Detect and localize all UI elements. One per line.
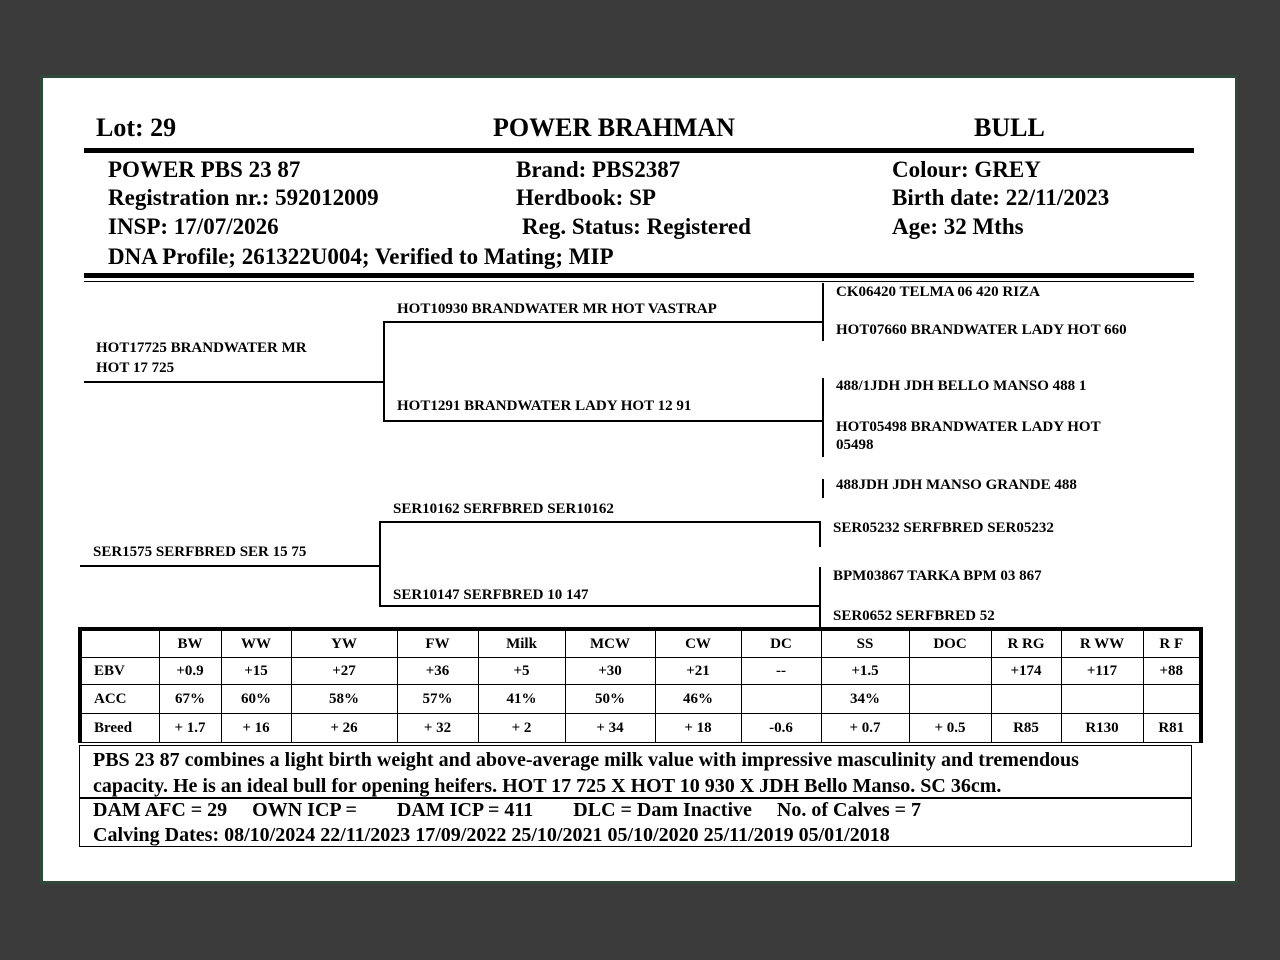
lot-number: Lot: 29 — [96, 113, 177, 142]
pedigree-dam-sire: SER10162 SERFBRED SER10162 — [393, 501, 614, 517]
table-cell: + 0.5 — [909, 714, 991, 743]
dam-info: DAM AFC = 29 OWN ICP = DAM ICP = 411 DLC = Dam Inactive No. of Calves = 7 — [93, 799, 922, 821]
table-cell: R85 — [991, 714, 1061, 743]
comment-line-2: capacity. He is an ideal bull for opening heifers. HOT 17 725 X HOT 10 930 X JDH Bello Manso. SC 36cm. — [93, 775, 1002, 797]
pedigree-dss: 488JDH JDH MANSO GRANDE 488 — [836, 477, 1077, 493]
header-cell: FW — [397, 629, 478, 658]
table-cell — [991, 685, 1061, 714]
header-cell: WW — [221, 629, 291, 658]
table-row — [80, 714, 1201, 743]
table-cell: +88 — [1143, 658, 1201, 685]
calving-dates: Calving Dates: 08/10/2024 22/11/2023 17/09/2022 25/10/2021 05/10/2020 25/11/2019 05/01/2018 — [93, 824, 890, 846]
table-row — [80, 685, 1201, 714]
pedigree-ssd: HOT07660 BRANDWATER LADY HOT 660 — [836, 322, 1127, 338]
pedigree-sire-line2: HOT 17 725 — [96, 360, 175, 376]
registration-number: Registration nr.: 592012009 — [108, 185, 379, 210]
table-cell: 50% — [565, 685, 655, 714]
row-label: ACC — [80, 685, 159, 714]
header-cell: Milk — [478, 629, 565, 658]
table-cell: 41% — [478, 685, 565, 714]
table-cell: + 2 — [478, 714, 565, 743]
table-cell: + 32 — [397, 714, 478, 743]
table-cell: R130 — [1061, 714, 1143, 743]
comments-box — [79, 745, 1192, 847]
header-cell: DC — [741, 629, 821, 658]
pedigree-sire: HOT17725 BRANDWATER MR — [96, 340, 307, 356]
age: Age: 32 Mths — [892, 214, 1024, 239]
table-cell: +117 — [1061, 658, 1143, 685]
header-rule — [84, 148, 1194, 153]
table-cell: +5 — [478, 658, 565, 685]
ebv-header-row — [80, 629, 1201, 658]
header-cell: DOC — [909, 629, 991, 658]
table-cell: 60% — [221, 685, 291, 714]
table-cell — [1061, 685, 1143, 714]
header-cell: YW — [291, 629, 397, 658]
pedigree-sire-sire: HOT10930 BRANDWATER MR HOT VASTRAP — [397, 301, 717, 317]
table-cell: + 0.7 — [821, 714, 909, 743]
table-cell: +21 — [655, 658, 741, 685]
pedigree-sdd-line2: 05498 — [836, 437, 874, 453]
table-cell: +27 — [291, 658, 397, 685]
table-cell: + 16 — [221, 714, 291, 743]
table-cell: 58% — [291, 685, 397, 714]
birth-date: Birth date: 22/11/2023 — [892, 185, 1110, 210]
table-row — [80, 658, 1201, 685]
header-cell: CW — [655, 629, 741, 658]
animal-name: POWER PBS 23 87 — [108, 157, 301, 182]
table-cell: + 18 — [655, 714, 741, 743]
pedigree-sire-dam: HOT1291 BRANDWATER LADY HOT 12 91 — [397, 398, 692, 414]
pedigree-dds: BPM03867 TARKA BPM 03 867 — [833, 568, 1042, 584]
pedigree-sdd: HOT05498 BRANDWATER LADY HOT — [836, 419, 1101, 435]
comment-line-1: PBS 23 87 combines a light birth weight and above-average milk value with impressive masculinity and tremendous — [93, 749, 1079, 771]
header-cell: R WW — [1061, 629, 1143, 658]
table-cell: 57% — [397, 685, 478, 714]
header-cell: R RG — [991, 629, 1061, 658]
table-cell: +0.9 — [159, 658, 221, 685]
header-cell: R F — [1143, 629, 1201, 658]
header-cell — [80, 629, 159, 658]
table-cell: + 34 — [565, 714, 655, 743]
table-cell: +36 — [397, 658, 478, 685]
table-cell: +30 — [565, 658, 655, 685]
pedigree-dsd: SER05232 SERFBRED SER05232 — [833, 520, 1054, 536]
table-cell: +1.5 — [821, 658, 909, 685]
row-label: EBV — [80, 658, 159, 685]
table-cell — [909, 685, 991, 714]
colour: Colour: GREY — [892, 157, 1041, 182]
header-cell: SS — [821, 629, 909, 658]
registration-status: Reg. Status: Registered — [522, 214, 751, 239]
inspection-date: INSP: 17/07/2026 — [108, 214, 279, 239]
table-cell: -0.6 — [741, 714, 821, 743]
header-cell: BW — [159, 629, 221, 658]
herdbook: Herdbook: SP — [516, 185, 656, 210]
table-cell — [741, 685, 821, 714]
dna-profile: DNA Profile; 261322U004; Verified to Mating; MIP — [108, 244, 614, 269]
pedigree-dam: SER1575 SERFBRED SER 15 75 — [93, 544, 307, 560]
table-cell — [1143, 685, 1201, 714]
details-rule — [84, 273, 1194, 278]
table-cell: R81 — [1143, 714, 1201, 743]
table-cell: -- — [741, 658, 821, 685]
pedigree-sss: CK06420 TELMA 06 420 RIZA — [836, 284, 1040, 300]
pedigree-sds: 488/1JDH JDH BELLO MANSO 488 1 — [836, 378, 1087, 394]
brand: Brand: PBS2387 — [516, 157, 681, 182]
table-cell: + 26 — [291, 714, 397, 743]
table-cell: 34% — [821, 685, 909, 714]
breed-title: POWER BRAHMAN — [493, 113, 735, 142]
pedigree-ddd: SER0652 SERFBRED 52 — [833, 608, 995, 624]
table-cell: +174 — [991, 658, 1061, 685]
row-label: Breed — [80, 714, 159, 743]
pedigree-dam-dam: SER10147 SERFBRED 10 147 — [393, 587, 589, 603]
table-cell: + 1.7 — [159, 714, 221, 743]
table-cell: 46% — [655, 685, 741, 714]
sex-label: BULL — [974, 113, 1045, 142]
details-rule-thin — [84, 281, 1194, 282]
ebv-table — [78, 627, 1203, 743]
header-cell: MCW — [565, 629, 655, 658]
table-cell: 67% — [159, 685, 221, 714]
table-cell: +15 — [221, 658, 291, 685]
table-cell — [909, 658, 991, 685]
